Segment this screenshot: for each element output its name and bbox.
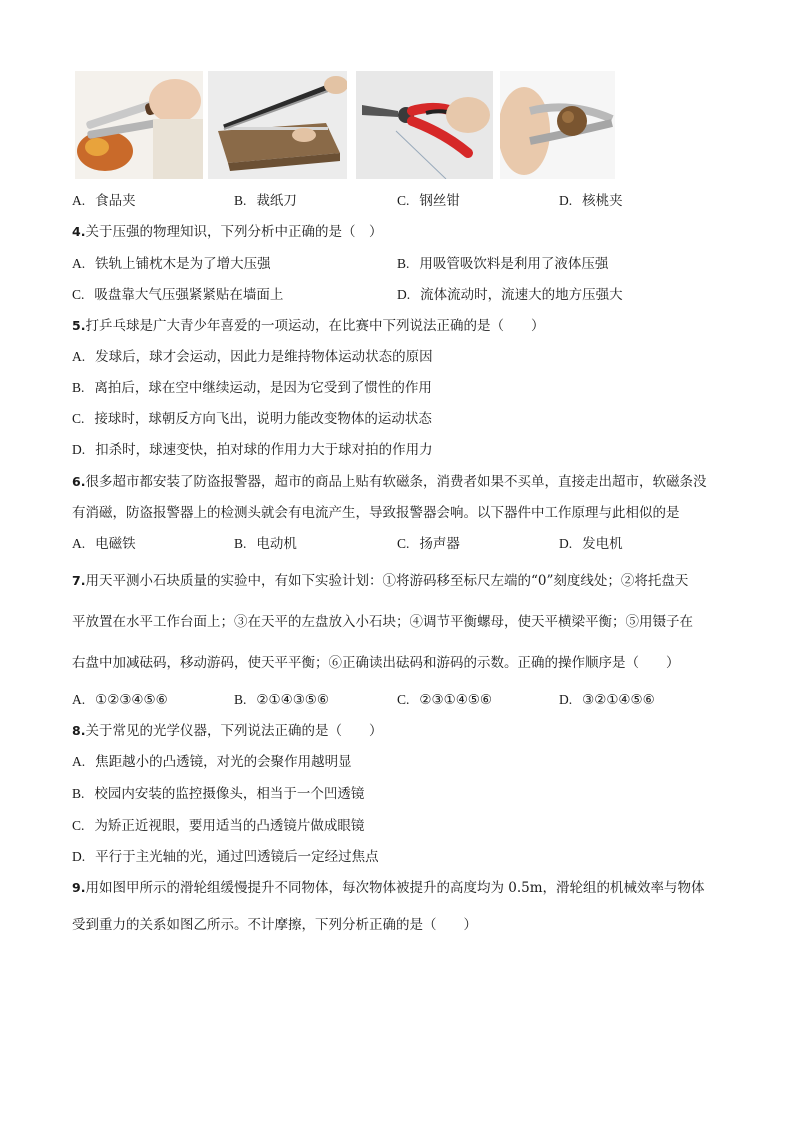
option-text: 扬声器 xyxy=(419,536,460,552)
option-letter: B. xyxy=(72,380,85,395)
question-text: 很多超市都安装了防盗报警器，超市的商品上贴有软磁条，消费者如果不买单，直接走出超市，软磁条没 xyxy=(85,474,707,490)
question-number: 6. xyxy=(72,474,86,489)
q8-option-c xyxy=(72,817,364,835)
q9-stem-line2 xyxy=(72,916,477,934)
option-text: 铁轨上铺枕木是为了增大压强 xyxy=(95,256,271,272)
q8-option-b xyxy=(72,785,364,803)
q4-option-c xyxy=(72,286,283,304)
food-tongs-photo xyxy=(75,71,203,179)
option-text: 电动机 xyxy=(256,536,297,552)
q5-option-d xyxy=(72,441,433,459)
q6-option-a xyxy=(72,535,136,553)
option-letter: A. xyxy=(72,754,86,769)
option-letter: C. xyxy=(72,818,85,833)
question-text: 用天平测小石块质量的实验中，有如下实验计划：①将游码移至标尺左端的“0”刻度线处；②将托盘天 xyxy=(85,573,689,589)
option-letter: C. xyxy=(72,411,85,426)
option-letter: C. xyxy=(397,193,410,208)
wire-pliers-photo xyxy=(356,71,493,179)
option-text: 离拍后，球在空中继续运动，是因为它受到了惯性的作用 xyxy=(94,380,432,396)
question-text: 平放置在水平工作台面上；③在天平的左盘放入小石块；④调节平衡螺母，使天平横梁平衡；⑤用镊子在 xyxy=(72,614,693,630)
q7-stem-line2 xyxy=(72,613,693,631)
option-text: 为矫正近视眼，要用适当的凸透镜片做成眼镜 xyxy=(94,818,365,834)
option-text: ②①④③⑤⑥ xyxy=(256,692,330,708)
q3-option-b xyxy=(234,192,297,210)
question-number: 7. xyxy=(72,573,86,588)
option-text: 核桃夹 xyxy=(582,193,623,209)
option-letter: A. xyxy=(72,349,86,364)
question-text: 有消磁，防盗报警器上的检测头就会有电流产生，导致报警器会响。以下器件中工作原理与此相似的是 xyxy=(72,505,680,521)
q8-option-d xyxy=(72,848,379,866)
option-letter: C. xyxy=(397,692,410,707)
q6-stem-line2 xyxy=(72,504,680,522)
question-text: 受到重力的关系如图乙所示。不计摩擦，下列分析正确的是（ ） xyxy=(72,917,477,933)
option-letter: A. xyxy=(72,536,86,551)
q3-image-row xyxy=(75,71,715,179)
q4-option-b xyxy=(397,255,608,273)
option-letter: A. xyxy=(72,692,86,707)
q3-option-c xyxy=(397,192,460,210)
option-text: 流体流动时，流速大的地方压强大 xyxy=(420,287,623,303)
option-letter: A. xyxy=(72,193,86,208)
option-text: 钢丝钳 xyxy=(419,193,460,209)
option-text: 电磁铁 xyxy=(95,536,136,552)
q4-option-a xyxy=(72,255,271,273)
question-text: 打乒乓球是广大青少年喜爱的一项运动，在比赛中下列说法正确的是（ ） xyxy=(85,318,545,334)
option-letter: D. xyxy=(72,849,86,864)
question-number: 8. xyxy=(72,723,86,738)
option-text: 扣杀时，球速变快，拍对球的作用力大于球对拍的作用力 xyxy=(95,442,433,458)
q9-stem-line1 xyxy=(72,879,705,897)
option-text: 裁纸刀 xyxy=(256,193,297,209)
option-text: ②③①④⑤⑥ xyxy=(419,692,493,708)
q5-option-b xyxy=(72,379,432,397)
q3-option-a xyxy=(72,192,136,210)
option-letter: D. xyxy=(559,193,573,208)
q8-stem xyxy=(72,722,382,740)
q3-option-d xyxy=(559,192,623,210)
q7-stem-line3 xyxy=(72,654,680,672)
q6-option-d xyxy=(559,535,623,553)
option-letter: D. xyxy=(559,536,573,551)
option-text: 平行于主光轴的光，通过凹透镜后一定经过焦点 xyxy=(95,849,379,865)
question-number: 9. xyxy=(72,880,86,895)
paper-cutter-photo xyxy=(208,71,347,179)
option-text: 接球时，球朝反方向飞出，说明力能改变物体的运动状态 xyxy=(94,411,432,427)
q8-option-a xyxy=(72,753,352,771)
question-text: 关于压强的物理知识，下列分析中正确的是（ ） xyxy=(85,224,383,240)
q7-option-c xyxy=(397,691,492,709)
q4-option-d xyxy=(397,286,623,304)
option-letter: D. xyxy=(72,442,86,457)
option-letter: D. xyxy=(397,287,411,302)
question-text: 关于常见的光学仪器，下列说法正确的是（ ） xyxy=(85,723,383,739)
q4-stem xyxy=(72,223,382,241)
q7-option-b xyxy=(234,691,329,709)
option-letter: D. xyxy=(559,692,573,707)
option-letter: B. xyxy=(234,536,247,551)
q6-option-b xyxy=(234,535,297,553)
q6-option-c xyxy=(397,535,460,553)
question-number: 4. xyxy=(72,224,86,239)
option-letter: B. xyxy=(234,193,247,208)
option-letter: B. xyxy=(234,692,247,707)
q7-stem-line1 xyxy=(72,572,688,590)
q5-option-c xyxy=(72,410,432,428)
q7-option-a xyxy=(72,691,168,709)
option-text: ③②①④⑤⑥ xyxy=(582,692,655,708)
option-text: 吸盘靠大气压强紧紧贴在墙面上 xyxy=(94,287,284,303)
option-text: 校园内安装的监控摄像头，相当于一个凹透镜 xyxy=(94,786,365,802)
question-text: 右盘中加减砝码，移动游码，使天平平衡；⑥正确读出砝码和游码的示数。正确的操作顺序是（ ） xyxy=(72,655,680,671)
walnut-cracker-photo xyxy=(500,71,615,179)
q7-option-d xyxy=(559,691,655,709)
option-text: 食品夹 xyxy=(95,193,136,209)
q6-stem-line1 xyxy=(72,473,706,491)
option-text: 用吸管吸饮料是利用了液体压强 xyxy=(419,256,609,272)
option-text: ①②③④⑤⑥ xyxy=(95,692,168,708)
option-letter: A. xyxy=(72,256,86,271)
option-text: 发电机 xyxy=(582,536,623,552)
option-letter: C. xyxy=(397,536,410,551)
question-text: 用如图甲所示的滑轮组缓慢提升不同物体，每次物体被提升的高度均为 0.5m，滑轮组的机械效率与物体 xyxy=(85,880,705,896)
option-letter: B. xyxy=(397,256,410,271)
option-letter: C. xyxy=(72,287,85,302)
q5-stem xyxy=(72,317,544,335)
option-letter: B. xyxy=(72,786,85,801)
option-text: 发球后，球才会运动，因此力是维持物体运动状态的原因 xyxy=(95,349,433,365)
q5-option-a xyxy=(72,348,433,366)
option-text: 焦距越小的凸透镜，对光的会聚作用越明显 xyxy=(95,754,352,770)
question-number: 5. xyxy=(72,318,86,333)
